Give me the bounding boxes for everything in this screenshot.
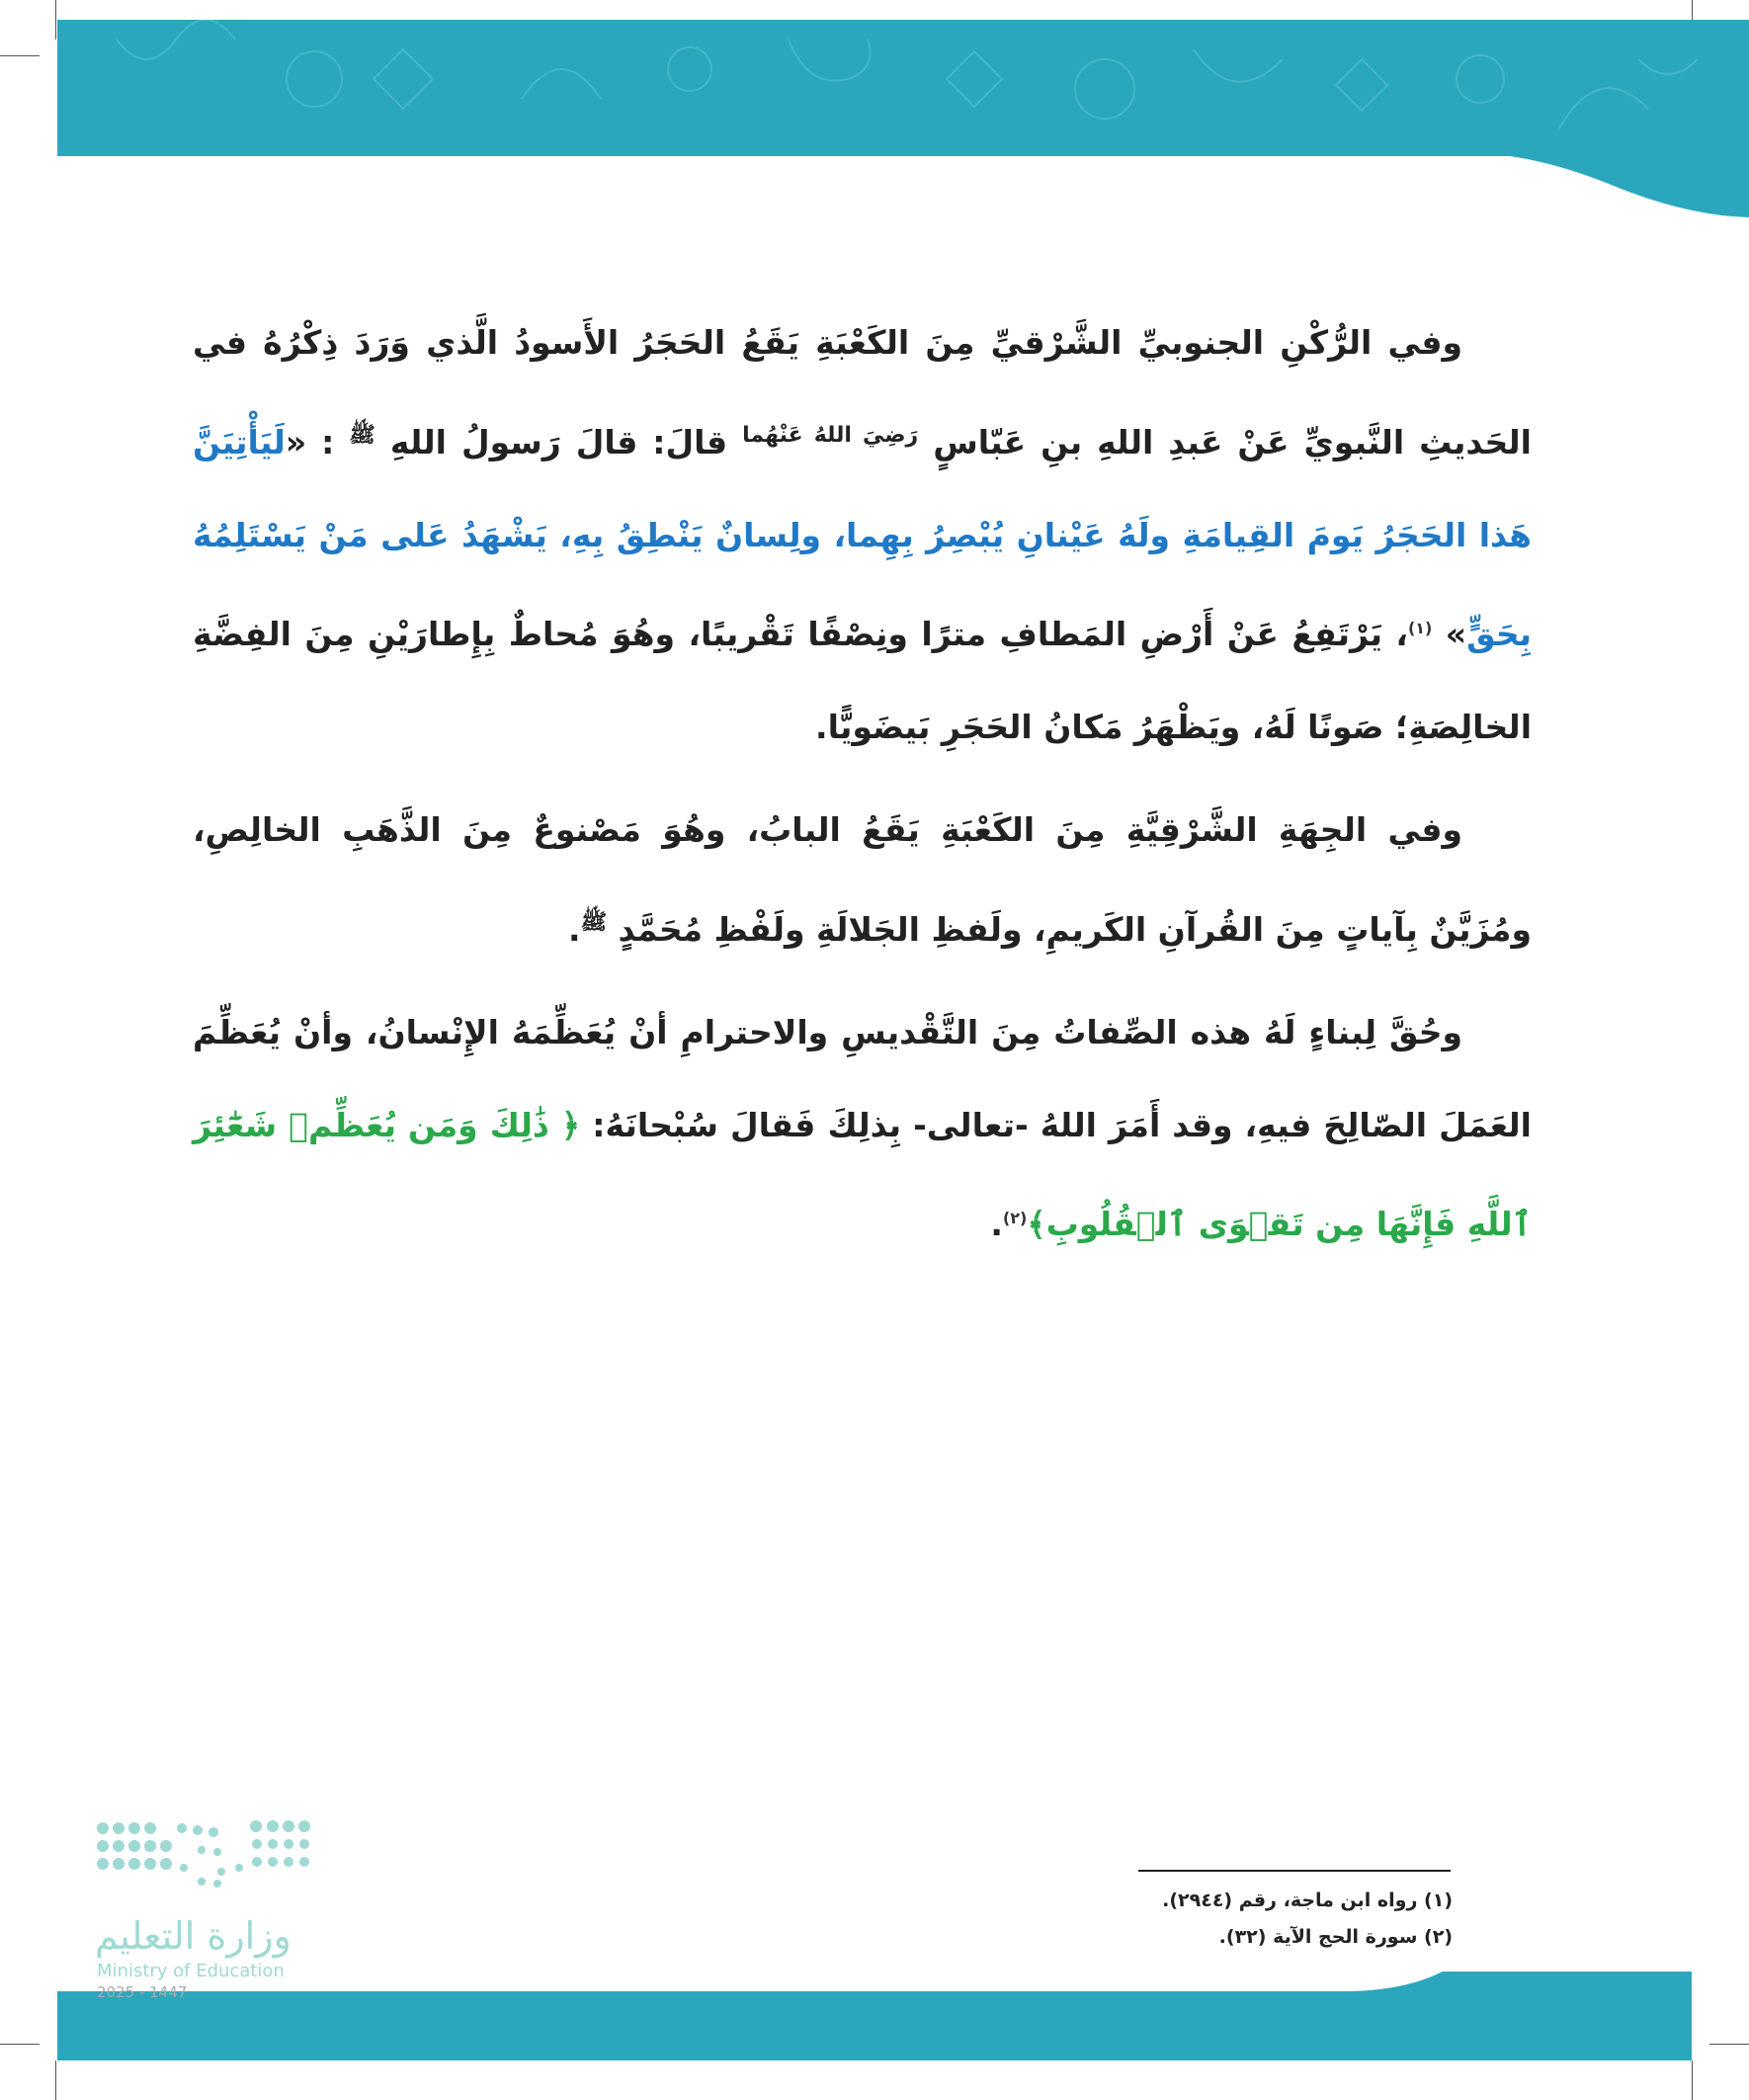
text-segment: وفي الجِهَةِ الشَّرْقِيَّةِ مِنَ الكَعْبَةِ يَقَعُ البابُ، وهُوَ مَصْنوعٌ مِنَ الذَّهَبِ الخالِصِ، ومُزَيَّنٌ بِآياتٍ مِنَ القُرآنِ الكَريمِ، ولَفظِ الجَلالَةِ ولَفْظِ مُحَمَّدٍ bbox=[193, 810, 1532, 949]
radiallah-symbol: رَضِيَ اللهُ عَنْهُما bbox=[742, 423, 919, 448]
ministry-year: 2025 - 1447 bbox=[97, 1983, 188, 2001]
footnote-divider bbox=[1138, 1870, 1451, 1872]
ministry-name-english: Ministry of Education bbox=[97, 1961, 285, 1981]
text-segment: ، يَرْتَفِعُ عَنْ أَرْضِ المَطافِ مترًا ونِصْفًا تَقْريبًا، وهُوَ مُحاطٌ بِإِطارَيْنِ مِنَ الفِضَّةِ الخالِصَةِ؛ صَونًا لَهُ، ويَظْهَرُ مَكانُ الحَجَرِ بَيضَويًّا. bbox=[193, 615, 1532, 746]
paragraph-door bbox=[193, 784, 1532, 976]
text-segment: : « bbox=[285, 423, 335, 462]
ministry-name-arabic: وزارة التعليم bbox=[95, 1914, 292, 1958]
paragraph-veneration bbox=[193, 986, 1532, 1271]
header-band-shape bbox=[57, 20, 1749, 217]
text-segment: وفي الرُّكْنِ الجنوبيِّ الشَّرْقيِّ مِنَ الكَعْبَةِ يَقَعُ الحَجَرُ الأَسودُ الَّذي وَرَدَ ذِكْرُهُ في الحَديثِ النَّبويِّ عَنْ عَبدِ اللهِ بنِ عَبّاسٍ bbox=[193, 323, 1532, 462]
footnote-1: (١) رواه ابن ماجة، رقم (٢٩٤٤). bbox=[1162, 1890, 1453, 1911]
header-band bbox=[57, 20, 1749, 239]
page-number: ١٢٤ bbox=[1565, 1915, 1646, 1966]
text-segment: . bbox=[568, 910, 581, 949]
text-segment: وحُقَّ لِبناءٍ لَهُ هذه الصِّفاتُ مِنَ التَّقْديسِ والاحترامِ أنْ يُعَظِّمَهُ الإِنْسانُ، وأنْ يُعَظِّمَ العَمَلَ الصّالِحَ فيهِ، وقد أَمَرَ اللهُ -تعالى- بِذلِكَ فَقالَ سُبْحانَهُ: bbox=[193, 1013, 1532, 1144]
paragraph-black-stone bbox=[193, 296, 1532, 774]
quran-verse: ﴿ ذَٰلِكَ وَمَن يُعَظِّمۡ شَعَٰٓئِرَ ٱللَّهِ فَإِنَّهَا مِن تَقۡوَى ٱلۡقُلُوبِ﴾ bbox=[193, 1106, 1532, 1243]
salawat-symbol: ﷺ bbox=[349, 423, 375, 448]
footnote-2: (٢) سورة الحج الآية (٣٢). bbox=[1218, 1926, 1453, 1948]
footnote-ref: (١) bbox=[1407, 619, 1433, 637]
text-segment: قالَ: قالَ رَسولُ اللهِ bbox=[389, 423, 728, 462]
text-segment: . bbox=[990, 1205, 1003, 1243]
page-number-tab bbox=[1453, 1972, 1692, 1991]
salawat-symbol: ﷺ bbox=[580, 910, 608, 935]
crop-mark bbox=[55, 0, 56, 40]
footnotes bbox=[988, 1883, 1453, 1956]
footnote-ref: (٢) bbox=[1002, 1209, 1028, 1227]
hadith-quote: لَيَأْتِيَنَّ هَذا الحَجَرُ يَومَ القِيامَةِ ولَهُ عَيْنانِ يُبْصِرُ بِهِما، ولِسانٌ يَنْطِقُ بِهِ، يَشْهَدُ عَلى مَنْ يَسْتَلِمُهُ بِحَقٍّ bbox=[193, 423, 1532, 653]
text-segment: » bbox=[1445, 615, 1467, 653]
main-text bbox=[193, 296, 1532, 1281]
crop-mark bbox=[0, 55, 40, 56]
